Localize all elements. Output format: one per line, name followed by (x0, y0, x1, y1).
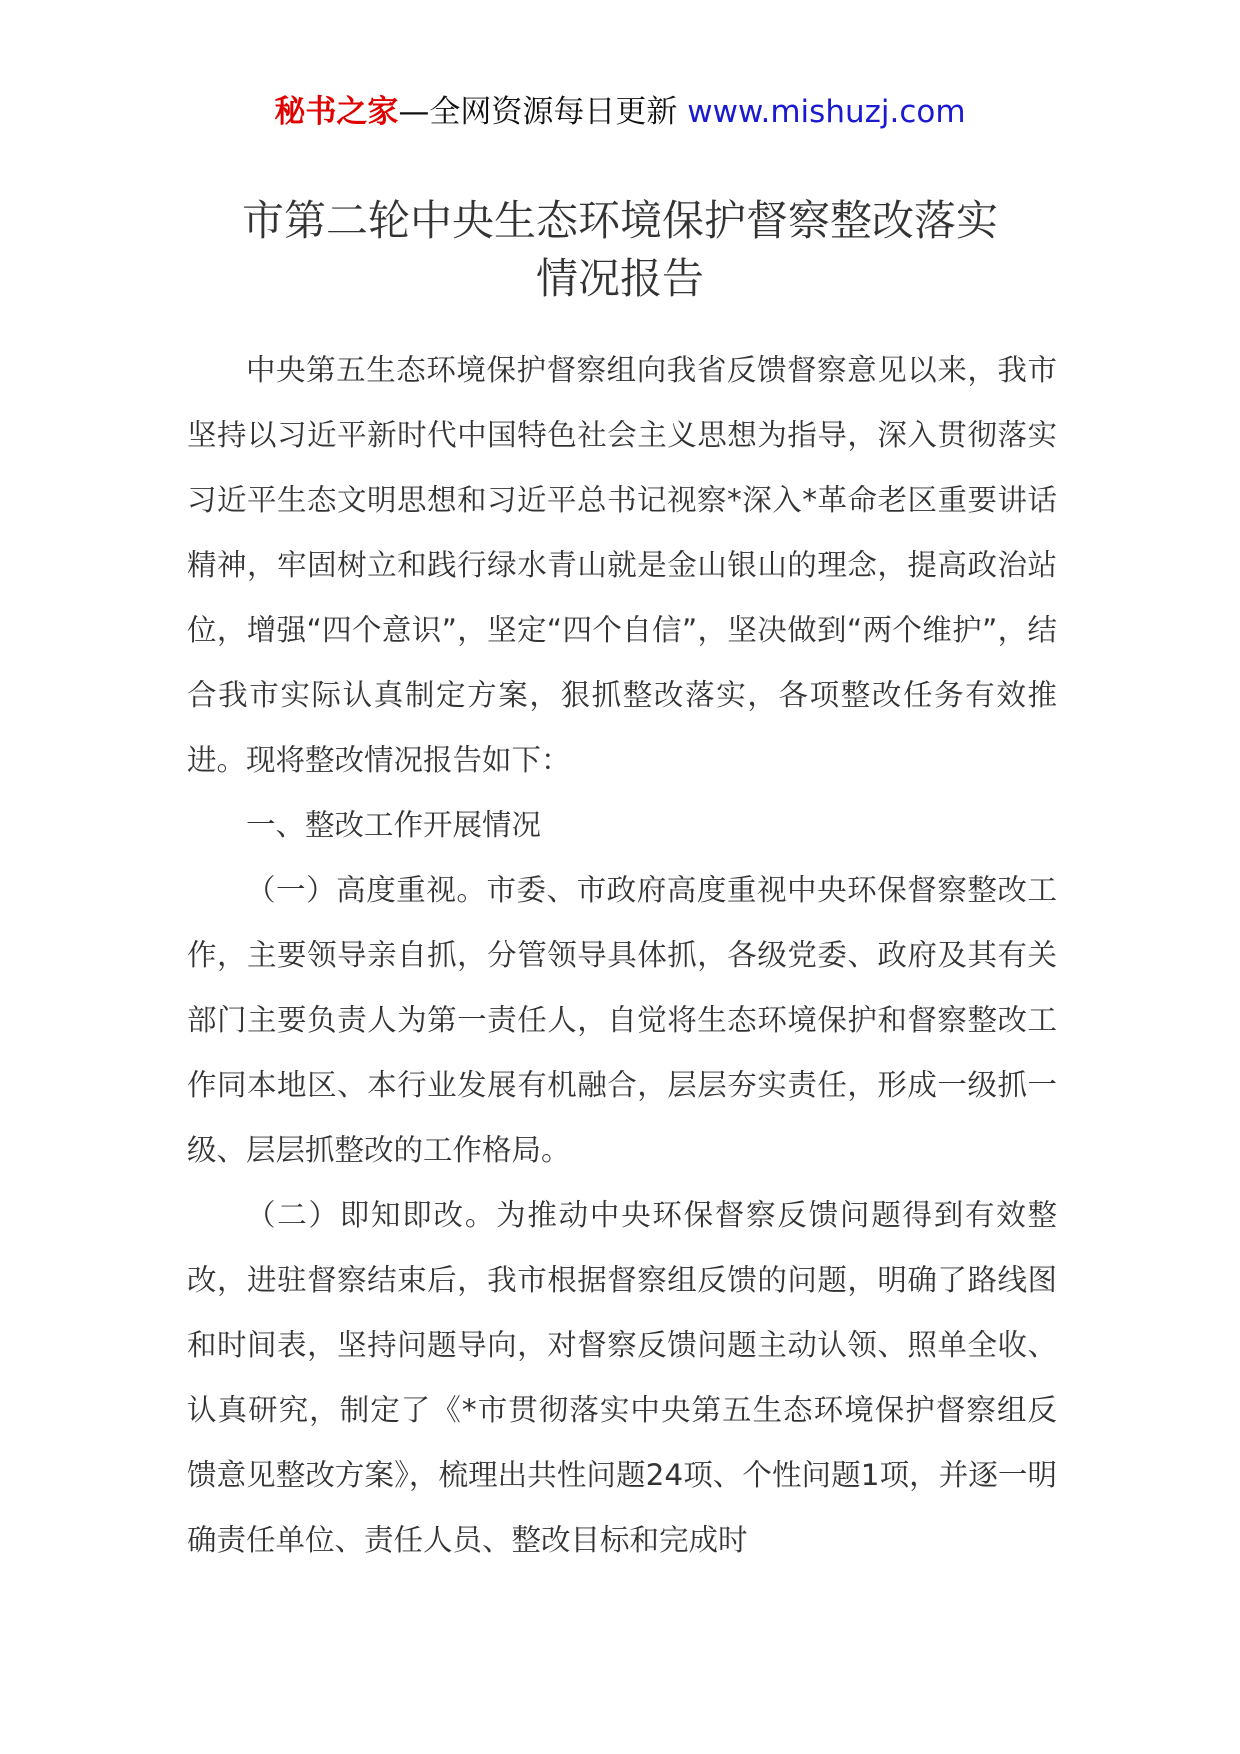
intro-paragraph: 中央第五生态环境保护督察组向我省反馈督察意见以来，我市坚持以习近平新时代中国特色社会主义思想为指导，深入贯彻落实习近平生态文明思想和习近平总书记视察*深入*革命老区重要讲话精神，牢固树立和践行绿水青山就是金山银山的理念，提高政治站位，增强“四个意识”，坚定“四个自信”，坚决做到“两个维护”，结合我市实际认真制定方案，狠抓整改落实，各项整改任务有效推进。现将整改情况报告如下： (187, 353, 1057, 777)
document-title (0, 192, 1240, 308)
title-line-1: 市第二轮中央生态环境保护督察整改落实 (241, 196, 998, 245)
header-tagline: —全网资源每日更新 (398, 94, 678, 130)
site-header (0, 92, 1240, 132)
site-url-link[interactable]: www.mishuzj.com (687, 94, 966, 130)
brand-name: 秘书之家 (274, 94, 399, 130)
paragraph-high-attention: （一）高度重视。市委、市政府高度重视中央环保督察整改工作，主要领导亲自抓，分管领导具体抓，各级党委、政府及其有关部门主要负责人为第一责任人，自觉将生态环境保护和督察整改工作同本地区、本行业发展有机融合，层层夯实责任，形成一级抓一级、层层抓整改的工作格局。 (187, 873, 1057, 1167)
section-heading: 一、整改工作开展情况 (246, 808, 542, 842)
document-body (187, 338, 1057, 1573)
paragraph-immediate-rectification: （二）即知即改。为推动中央环保督察反馈问题得到有效整改，进驻督察结束后，我市根据督察组反馈的问题，明确了路线图和时间表，坚持问题导向，对督察反馈问题主动认领、照单全收、认真研究，制定了《*市贯彻落实中央第五生态环境保护督察组反馈意见整改方案》，梳理出共性问题24项、个性问题1项，并逐一明确责任单位、责任人员、整改目标和完成时 (187, 1198, 1057, 1557)
title-line-2: 情况报告 (535, 254, 704, 303)
